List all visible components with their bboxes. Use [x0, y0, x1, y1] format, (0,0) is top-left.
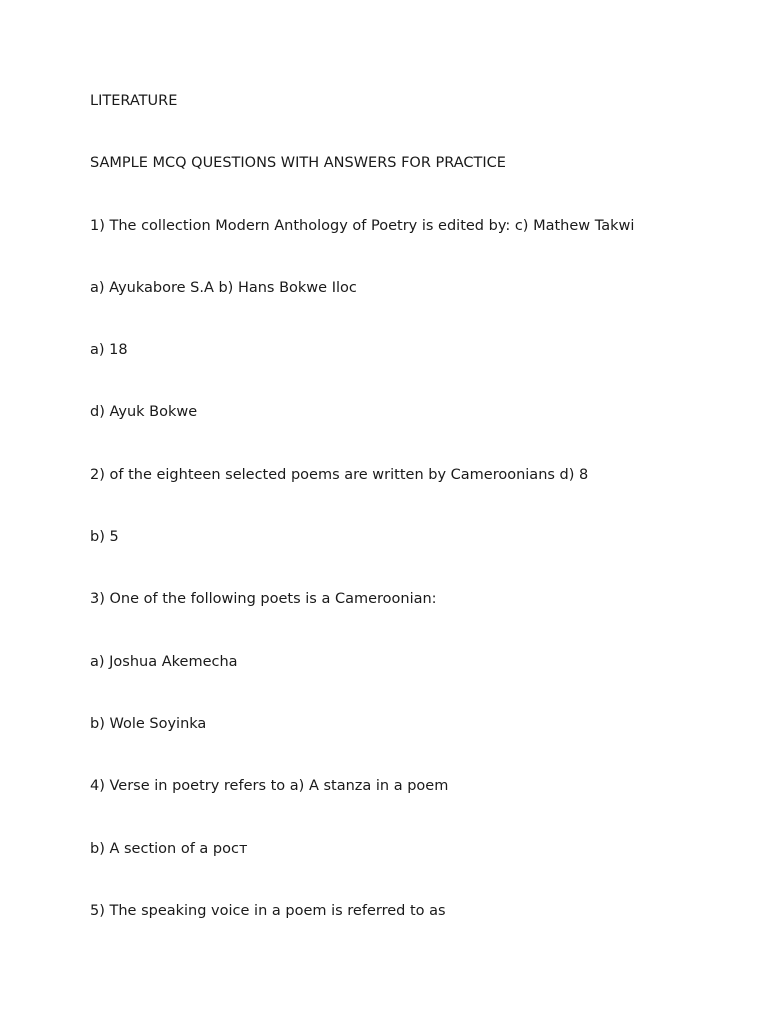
document-body [90, 92, 730, 964]
option-line: b) 5 [90, 529, 119, 546]
question-5: 5) The speaking voice in a poem is referred to as [90, 902, 446, 919]
option-line: a) 18 [90, 342, 128, 359]
question-1: 1) The collection Modern Anthology of Poetry is edited by: c) Mathew Takwi [90, 217, 635, 234]
question-3: 3) One of the following poets is a Cameroonian: [90, 591, 437, 608]
option-line: d) Ayuk Bokwe [90, 404, 198, 421]
question-4: 4) Verse in poetry refers to a) A stanza in a poem [90, 778, 449, 795]
question-1-options: a) Ayukabore S.A b) Hans Bokwe Iloc [90, 279, 357, 296]
option-line: a) Joshua Akemecha [90, 653, 238, 670]
document-subtitle: SAMPLE MCQ QUESTIONS WITH ANSWERS FOR PRACTICE [90, 155, 506, 172]
document-title: LITERATURE [90, 93, 178, 109]
option-line: b) A section of a poст [90, 840, 248, 857]
option-line: b) Wole Soyinka [90, 715, 207, 732]
question-2: 2) of the eighteen selected poems are written by Cameroonians d) 8 [90, 466, 589, 483]
